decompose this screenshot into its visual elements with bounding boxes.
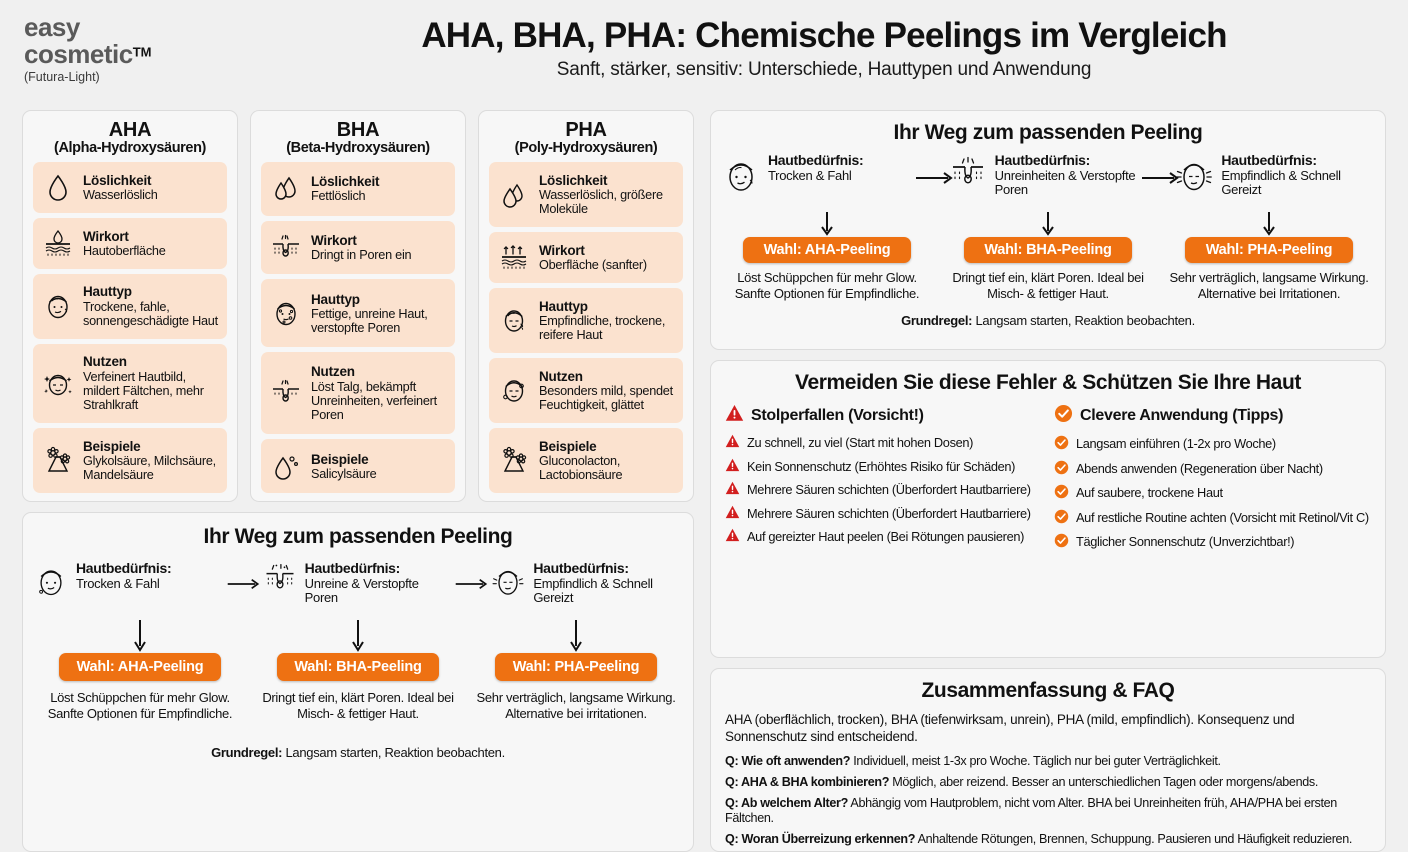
basic-rule-label: Grundregel: bbox=[901, 313, 973, 329]
choice-pill-pha[interactable]: Wahl: PHA-Peeling bbox=[1185, 237, 1353, 263]
acid-attribute-row bbox=[489, 358, 683, 423]
acid-name: PHA bbox=[565, 119, 607, 141]
acid-name: AHA bbox=[108, 119, 152, 141]
acid-attribute-list bbox=[489, 162, 683, 493]
flow-choices-row bbox=[33, 619, 683, 721]
flow-need-label: Hautbedürfnis: bbox=[1221, 152, 1317, 168]
flow-needs-row bbox=[33, 561, 683, 619]
flow-step bbox=[721, 153, 922, 197]
acid-attribute-value: Dringt in Poren ein bbox=[311, 248, 412, 263]
pore-icon bbox=[262, 561, 298, 597]
acid-attribute-value: Fettlöslich bbox=[311, 189, 366, 204]
summary-faq-panel bbox=[710, 668, 1386, 852]
acid-attribute-value: Wasserlöslich, größere Moleküle bbox=[539, 187, 663, 217]
acid-attribute-list bbox=[261, 162, 455, 493]
acid-name: BHA bbox=[336, 119, 380, 141]
flow-step bbox=[33, 561, 226, 601]
flow-need-label: Hautbedürfnis: bbox=[533, 560, 629, 576]
faq-item bbox=[725, 796, 1371, 826]
choice-pill-aha[interactable]: Wahl: AHA-Peeling bbox=[743, 237, 911, 263]
acid-attribute-row bbox=[33, 162, 227, 213]
face-acne-icon bbox=[269, 298, 303, 328]
arrow-right-icon bbox=[454, 561, 490, 607]
choice-description: Dringt tief ein, klärt Poren. Ideal bei Misch- & fettiger Haut. bbox=[262, 690, 454, 721]
skin-layers-arrows-icon bbox=[497, 244, 531, 272]
acid-attribute-row bbox=[261, 162, 455, 216]
pore-icon bbox=[269, 235, 303, 261]
droplet-icon bbox=[41, 174, 75, 202]
acid-attribute-label: Hauttyp bbox=[539, 298, 588, 314]
acid-attribute-row bbox=[489, 232, 683, 283]
brand-line-1: easy bbox=[24, 12, 80, 42]
acid-attribute-row bbox=[33, 428, 227, 493]
acid-attribute-text bbox=[311, 233, 411, 262]
flow-need-label: Hautbedürfnis: bbox=[994, 152, 1091, 168]
acid-fullname: (Beta-Hydroxysäuren) bbox=[286, 140, 430, 157]
tips-heading-text: Clevere Anwendung (Tipps) bbox=[1080, 407, 1284, 424]
faq-answer: Abhängig vom Hautproblem, nicht vom Alter. BHA bei Unreinheiten früh, AHA/PHA bei ersten Fältchen. bbox=[725, 796, 1337, 826]
list-item-text: Auf saubere, trockene Haut bbox=[1076, 485, 1223, 501]
flow-need-text bbox=[305, 561, 455, 606]
arrow-down-icon bbox=[350, 619, 366, 653]
check-circle-icon bbox=[1054, 484, 1069, 502]
list-item-text: Langsam einführen (1-2x pro Woche) bbox=[1076, 436, 1276, 451]
acid-attribute-label: Wirkort bbox=[83, 228, 129, 244]
title-block bbox=[250, 16, 1398, 81]
flow-needs-row bbox=[721, 153, 1375, 211]
warning-triangle-icon bbox=[725, 458, 740, 475]
choice-description: Löst Schüppchen für mehr Glow. Sanfte Optionen für Empfindliche. bbox=[734, 270, 920, 301]
flow-need-value: Empfindlich & Schnell Gereizt bbox=[1221, 167, 1341, 198]
mistakes-columns bbox=[725, 404, 1371, 558]
list-item-text: Abends anwenden (Regeneration über Nacht) bbox=[1076, 460, 1323, 476]
faq-question: Q: Ab welchem Alter? bbox=[725, 796, 848, 811]
list-item bbox=[725, 481, 1042, 498]
acid-fullname: (Alpha-Hydroxysäuren) bbox=[54, 140, 206, 157]
acid-attribute-value: Fettige, unreine Haut, verstopfte Poren bbox=[311, 306, 428, 335]
flow-need-text bbox=[995, 153, 1149, 198]
acid-attribute-label: Beispiele bbox=[539, 438, 597, 454]
panel-title: Ihr Weg zum passenden Peeling bbox=[203, 525, 513, 548]
panel-title: Vermeiden Sie diese Fehler & Schützen Sie Ihre Haut bbox=[795, 371, 1301, 394]
arrow-down-icon bbox=[568, 619, 584, 653]
list-item-text: Täglicher Sonnenschutz (Unverzichtbar!) bbox=[1076, 534, 1295, 550]
acid-attribute-row bbox=[489, 428, 683, 493]
flow-step bbox=[262, 561, 455, 606]
list-item-text: Zu schnell, zu viel (Start mit hohen Dosen) bbox=[747, 435, 974, 450]
flow-choice-bha bbox=[255, 619, 461, 721]
faq-answer: Möglich, aber reizend. Besser an unterschiedlichen Tagen oder morgens/abends. bbox=[889, 775, 1318, 790]
list-item-text: Mehrere Säuren schichten (Überfordert Hautbarriere) bbox=[747, 482, 1031, 498]
flow-need-value: Trocken & Fahl bbox=[768, 167, 852, 183]
acid-card-pha bbox=[478, 110, 694, 502]
acid-attribute-label: Wirkort bbox=[539, 242, 585, 258]
list-item-text: Auf gereizter Haut peelen (Bei Rötungen pausieren) bbox=[747, 529, 1025, 545]
acid-attribute-row bbox=[33, 218, 227, 269]
choice-pill-pha[interactable]: Wahl: PHA-Peeling bbox=[495, 653, 657, 681]
warning-triangle-icon bbox=[725, 528, 740, 545]
choice-pill-aha[interactable]: Wahl: AHA-Peeling bbox=[59, 653, 221, 681]
acid-attribute-value: Salicylsäure bbox=[311, 466, 377, 481]
acid-attribute-label: Nutzen bbox=[539, 368, 583, 384]
basic-rule-label: Grundregel: bbox=[211, 745, 283, 761]
flow-choice-aha bbox=[37, 619, 243, 721]
brand-logo bbox=[24, 14, 244, 84]
list-item bbox=[1054, 435, 1371, 453]
acid-attribute-label: Löslichkeit bbox=[311, 174, 380, 190]
oil-droplet-icon bbox=[269, 175, 303, 203]
acid-attribute-value: Verfeinert Hautbild, mildert Fältchen, mehr Strahlkraft bbox=[83, 369, 204, 413]
acid-attribute-text bbox=[83, 439, 219, 483]
flow-need-label: Hautbedürfnis: bbox=[768, 152, 864, 168]
flow-choices-row bbox=[721, 211, 1375, 301]
acid-attribute-text bbox=[539, 369, 675, 413]
flask-flowers-icon bbox=[41, 446, 75, 474]
acid-attribute-value: Glykolsäure, Milchsäure, Mandelsäure bbox=[83, 453, 216, 483]
brand-font-note: (Futura-Light) bbox=[24, 69, 100, 84]
check-circle-icon bbox=[1054, 509, 1069, 527]
acid-attribute-row bbox=[261, 439, 455, 493]
arrow-down-icon bbox=[819, 211, 835, 237]
acid-attribute-text bbox=[83, 229, 166, 258]
check-circle-icon bbox=[1054, 533, 1069, 551]
faq-item bbox=[725, 754, 1371, 769]
face-sensitive-icon bbox=[497, 305, 531, 335]
acid-attribute-text bbox=[539, 243, 647, 272]
page-header bbox=[0, 0, 1408, 106]
flow-need-text bbox=[533, 561, 683, 606]
face-dull-icon bbox=[41, 291, 75, 321]
pitfalls-column bbox=[725, 404, 1042, 558]
faq-answer: Individuell, meist 1-3x pro Woche. Täglich nur bei guter Verträglichkeit. bbox=[850, 754, 1221, 768]
list-item bbox=[725, 528, 1042, 545]
droplet-bubbles-icon bbox=[269, 452, 303, 480]
pitfalls-heading-text: Stolperfallen (Vorsicht!) bbox=[751, 406, 924, 424]
list-item bbox=[725, 505, 1042, 522]
peeling-path-panel-left bbox=[22, 512, 694, 852]
faq-question: Q: Woran Überreizung erkennen? bbox=[725, 832, 916, 847]
list-item bbox=[725, 458, 1042, 475]
faq-item bbox=[725, 832, 1371, 847]
acid-attribute-text bbox=[83, 173, 158, 202]
acid-attribute-value: Löst Talg, bekämpft Unreinheiten, verfeinert Poren bbox=[311, 379, 437, 422]
check-circle-icon bbox=[1054, 404, 1073, 428]
arrow-right-icon bbox=[1148, 153, 1174, 203]
warning-triangle-icon bbox=[725, 481, 740, 498]
faq-question: Q: AHA & BHA kombinieren? bbox=[725, 775, 890, 790]
flow-choice-pha bbox=[1165, 211, 1373, 301]
acid-attribute-text bbox=[539, 173, 675, 217]
acid-attribute-label: Beispiele bbox=[311, 451, 369, 467]
arrow-down-icon bbox=[132, 619, 148, 653]
acid-attribute-value: Trockene, fahle, sonnengeschädigte Haut bbox=[83, 299, 218, 328]
acid-attribute-value: Empfindliche, trockene, reifere Haut bbox=[539, 313, 666, 342]
pore-icon bbox=[948, 153, 988, 193]
acid-attribute-row bbox=[33, 344, 227, 423]
summary-lead-text: AHA (oberflächlich, trocken), BHA (tiefenwirksam, unrein), PHA (mild, empfindlich). Konsequenz und Sonnenschutz sind entscheidend. bbox=[725, 712, 1295, 744]
content-area bbox=[0, 108, 1408, 847]
list-item-text: Kein Sonnenschutz (Erhöhtes Risiko für Schäden) bbox=[747, 458, 1016, 474]
peeling-path-panel-right bbox=[710, 110, 1386, 350]
acid-attribute-label: Löslichkeit bbox=[539, 172, 608, 188]
acid-attribute-text bbox=[539, 299, 675, 343]
arrow-right-icon bbox=[922, 153, 948, 203]
list-item bbox=[1054, 533, 1371, 551]
flow-need-text bbox=[76, 561, 171, 591]
flow-need-label: Hautbedürfnis: bbox=[304, 560, 401, 576]
acid-attribute-value: Oberfläche (sanfter) bbox=[539, 257, 647, 272]
skin-layers-surface-icon bbox=[41, 229, 75, 257]
page-subtitle: Sanft, stärker, sensitiv: Unterschiede, Hauttypen und Anwendung bbox=[556, 59, 1092, 81]
acid-attribute-value: Gluconolacton, Lactobionsäure bbox=[539, 453, 623, 483]
acid-fullname: (Poly-Hydroxysäuren) bbox=[514, 140, 658, 157]
acid-attribute-text bbox=[311, 452, 376, 481]
flow-choice-bha bbox=[944, 211, 1152, 301]
face-dull-icon bbox=[33, 561, 69, 601]
acid-attribute-label: Löslichkeit bbox=[83, 172, 152, 188]
tips-column bbox=[1054, 404, 1371, 558]
basic-rule bbox=[33, 745, 683, 760]
acid-attribute-row bbox=[489, 288, 683, 353]
list-item bbox=[1054, 460, 1371, 478]
acid-card-bha bbox=[250, 110, 466, 502]
basic-rule bbox=[721, 313, 1375, 328]
flow-need-value: Unreinheiten & Verstopfte Poren bbox=[994, 167, 1136, 198]
flow-step bbox=[1174, 153, 1375, 198]
flow-step bbox=[490, 561, 683, 606]
panel-title: Ihr Weg zum passenden Peeling bbox=[893, 121, 1203, 144]
arrow-right-icon bbox=[226, 561, 262, 607]
acid-attribute-label: Nutzen bbox=[311, 364, 355, 380]
choice-description: Sehr verträglich, langsame Wirkung. Alternative bei Irritationen. bbox=[1169, 270, 1369, 301]
trademark-symbol: TM bbox=[132, 44, 152, 60]
faq-question: Q: Wie oft anwenden? bbox=[725, 754, 851, 768]
list-item-text: Auf restliche Routine achten (Vorsicht mit Retinol/Vit C) bbox=[1076, 509, 1369, 525]
brand-line-2: cosmetic bbox=[24, 38, 133, 69]
face-irritated-icon bbox=[490, 561, 526, 601]
acid-attribute-text bbox=[83, 284, 219, 328]
page-title: AHA, BHA, PHA: Chemische Peelings im Vergleich bbox=[421, 16, 1227, 55]
choice-description: Dringt tief ein, klärt Poren. Ideal bei Misch- & fettiger Haut. bbox=[952, 270, 1144, 301]
flow-need-label: Hautbedürfnis: bbox=[76, 560, 172, 576]
faq-answer: Anhaltende Rötungen, Brennen, Schuppung. Pausieren und Häufigkeit reduzieren. bbox=[915, 832, 1353, 847]
acid-attribute-label: Hauttyp bbox=[83, 284, 132, 300]
acid-attribute-list bbox=[33, 162, 227, 493]
acid-attribute-row bbox=[261, 221, 455, 275]
acid-attribute-label: Beispiele bbox=[83, 438, 141, 454]
arrow-down-icon bbox=[1261, 211, 1277, 237]
flow-need-value: Empfindlich & Schnell Gereizt bbox=[533, 575, 653, 606]
flask-flowers-icon bbox=[497, 446, 531, 474]
check-circle-icon bbox=[1054, 460, 1069, 478]
choice-description: Löst Schüppchen für mehr Glow. Sanfte Optionen für Empfindliche. bbox=[47, 690, 233, 721]
acid-attribute-row bbox=[261, 352, 455, 434]
acid-attribute-text bbox=[539, 439, 675, 483]
face-dull-icon bbox=[721, 153, 761, 197]
basic-rule-text: Langsam starten, Reaktion beobachten. bbox=[972, 313, 1195, 329]
choice-pill-bha[interactable]: Wahl: BHA-Peeling bbox=[277, 653, 439, 681]
acid-card-aha bbox=[22, 110, 238, 502]
acid-attribute-value: Besonders mild, spendet Feuchtigkeit, glättet bbox=[539, 383, 673, 413]
acid-attribute-label: Wirkort bbox=[311, 232, 357, 248]
list-item bbox=[1054, 509, 1371, 527]
list-item bbox=[725, 434, 1042, 451]
acid-comparison-columns bbox=[22, 110, 694, 502]
list-item bbox=[1054, 484, 1371, 502]
flow-choice-pha bbox=[473, 619, 679, 721]
panel-title: Zusammenfassung & FAQ bbox=[921, 679, 1175, 702]
acid-attribute-row bbox=[261, 279, 455, 347]
flow-need-text bbox=[768, 153, 863, 183]
check-circle-icon bbox=[1054, 435, 1069, 453]
face-glow-icon bbox=[41, 367, 75, 399]
acid-attribute-row bbox=[33, 274, 227, 339]
arrow-down-icon bbox=[1040, 211, 1056, 237]
acid-attribute-text bbox=[311, 292, 447, 336]
pore-icon bbox=[269, 380, 303, 406]
tips-heading bbox=[1054, 404, 1371, 428]
warning-triangle-icon bbox=[725, 434, 740, 451]
warning-triangle-icon bbox=[725, 505, 740, 522]
acid-attribute-value: Hautoberfläche bbox=[83, 243, 166, 258]
acid-attribute-label: Nutzen bbox=[83, 354, 127, 370]
acid-attribute-text bbox=[311, 364, 447, 422]
flow-step bbox=[948, 153, 1149, 198]
double-droplet-icon bbox=[497, 181, 531, 209]
warning-triangle-icon bbox=[725, 404, 744, 427]
flow-need-value: Unreine & Verstopfte Poren bbox=[304, 575, 419, 606]
faq-item bbox=[725, 775, 1371, 790]
flow-need-value: Trocken & Fahl bbox=[76, 575, 160, 591]
acid-attribute-value: Wasserlöslich bbox=[83, 187, 158, 202]
pitfalls-heading bbox=[725, 404, 1042, 427]
flow-choice-aha bbox=[723, 211, 931, 301]
choice-description: Sehr verträglich, langsame Wirkung. Alternative bei irritationen. bbox=[476, 690, 676, 721]
acid-attribute-row bbox=[489, 162, 683, 227]
acid-attribute-text bbox=[83, 354, 219, 412]
face-irritated-icon bbox=[1174, 153, 1214, 197]
list-item-text: Mehrere Säuren schichten (Überfordert Hautbarriere) bbox=[747, 505, 1031, 521]
choice-pill-bha[interactable]: Wahl: BHA-Peeling bbox=[964, 237, 1132, 263]
acid-attribute-text bbox=[311, 174, 379, 203]
flow-need-text bbox=[1221, 153, 1375, 198]
face-calm-icon bbox=[497, 375, 531, 405]
mistakes-and-tips-panel bbox=[710, 360, 1386, 658]
acid-attribute-label: Hauttyp bbox=[311, 291, 360, 307]
basic-rule-text: Langsam starten, Reaktion beobachten. bbox=[282, 745, 505, 761]
